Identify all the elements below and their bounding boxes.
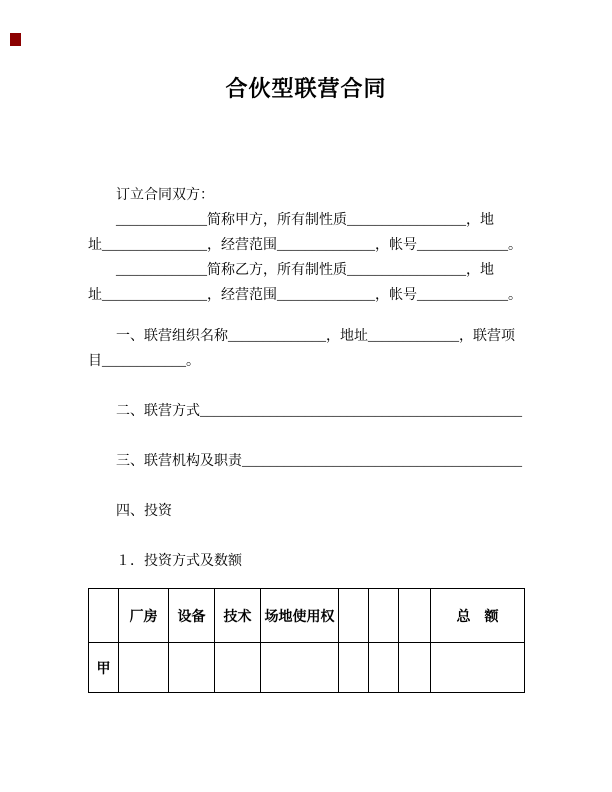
table-cell <box>369 643 399 693</box>
subclause-line: １．投资方式及数额 <box>116 554 242 569</box>
clause-4-line: 四、投资 <box>116 504 172 519</box>
clause-1-line: 目____________。 <box>88 354 200 369</box>
table-cell <box>339 643 369 693</box>
contract-body <box>88 183 524 574</box>
table-header-cell <box>89 589 119 643</box>
page-title: 合伙型联营合同 <box>225 76 387 101</box>
table-header-cell <box>399 589 431 643</box>
table-row <box>89 643 525 693</box>
table-cell <box>169 643 215 693</box>
paragraph-line: _____________简称甲方，所有制性质_________________，地 <box>116 213 494 228</box>
table-header-cell <box>339 589 369 643</box>
table-header-cell: 厂房 <box>119 589 169 643</box>
paragraph-line: 订立合同双方： <box>116 188 214 203</box>
table-cell <box>215 643 261 693</box>
clause-2-line: 二、联营方式______________________________________________ <box>116 404 522 419</box>
table-cell <box>431 643 525 693</box>
table-header-row <box>89 589 525 643</box>
table-cell <box>261 643 339 693</box>
investment-table <box>88 588 525 693</box>
table-header-cell: 技术 <box>215 589 261 643</box>
table-cell <box>399 643 431 693</box>
table-header-cell <box>369 589 399 643</box>
paragraph-line: _____________简称乙方，所有制性质_________________，地 <box>116 263 494 278</box>
clause-3-line: 三、联营机构及职责________________________________________ <box>116 454 522 469</box>
paragraph-line: 址_______________，经营范围______________，帐号_____________。 <box>88 238 522 253</box>
table-cell: 甲 <box>89 643 119 693</box>
table-header-cell: 设备 <box>169 589 215 643</box>
table-cell <box>119 643 169 693</box>
red-marker <box>10 33 21 46</box>
table-header-cell: 场地使用权 <box>261 589 339 643</box>
clause-1-line: 一、联营组织名称______________，地址_____________，联营项 <box>116 329 515 344</box>
table-header-cell: 总 额 <box>431 589 525 643</box>
paragraph-line: 址_______________，经营范围______________，帐号_____________。 <box>88 288 522 303</box>
